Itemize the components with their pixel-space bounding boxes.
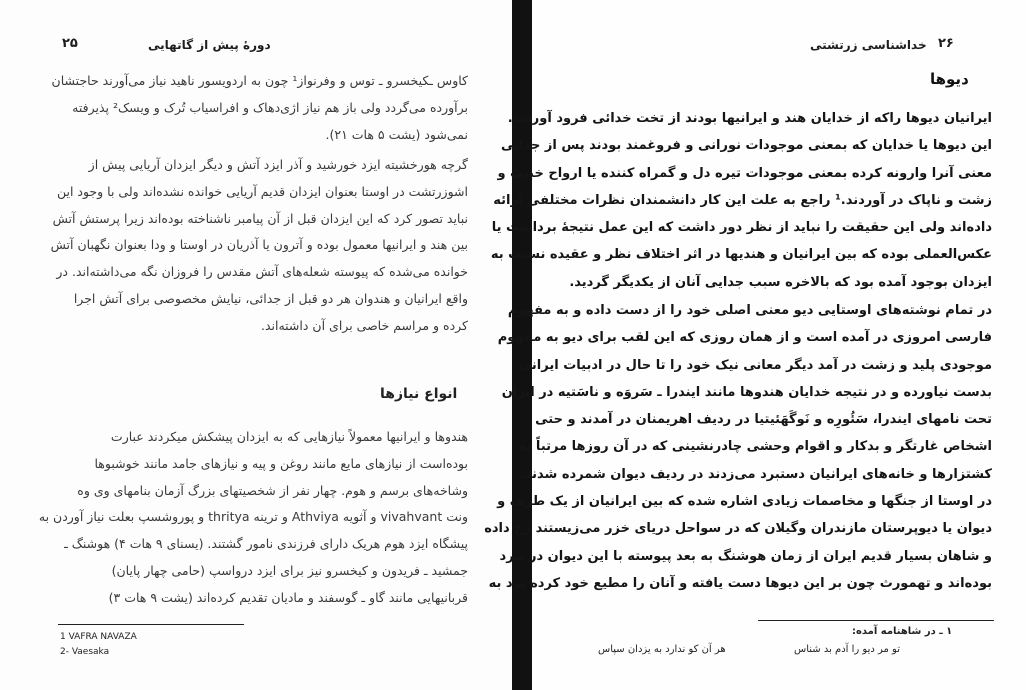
text-line: و شاهان بسیار قدیم ایران از زمان هوشنگ به بعد پیوسته با این دیوان در نبرد [499,548,992,564]
text-line: برآورده می‌گردد ولی باز هم نیاز اژی‌دهاک و افراسیاب تُرک و ویسک² پذیرفته [72,99,468,115]
text-line: جمشید ـ فریدون و کیخسرو نیز برای ایزد درواسپ (حامی چهار پایان) [111,562,468,578]
text-line: دیوان یا دیوپرستان مازندران وگیلان که در سواحل دریای خزر می‌زیستند رُخ داده [484,521,992,537]
text-line: ونت vivahvant و آثویه Athviya و ترینه thritya و پوروشسپ بعلت نیاز آوردن به [38,509,468,525]
text-line: تحت نامهای ایندرا، سَئُورِه و نَوگَهَئیتیا در ردیف اهریمنان در آمدند و حتی [535,412,992,428]
left-paragraph-2 [50,152,468,340]
text-line: بوده‌است از نیازهای مایع مانند روغن و پیه و نیازهای جامد مانند خوشبوها [94,455,468,471]
text-line: نمی‌شود (یشت ۵ هات ۲۱). [325,126,468,142]
right-page-header-title: خداشناسی زرتشتی [810,38,927,52]
text-line: در اوستا از جنگها و مخاصمات زیادی اشاره شده که بین ایرانیان از یک طرف و [497,494,992,509]
right-footnote-label: ۱ ـ در شاهنامه آمده: [852,626,953,637]
text-line: نباید تصور کرد که این ایزدان قبل از آن پیامبر ناشناخته بوده‌اند زیرا پرستش آتش [52,210,468,226]
text-line: اشوزرتشت در اوستا بعنوان ایزدان قدیم آریایی خوانده نشده‌اند ولی با وجود این [56,183,468,199]
text-line: پیشگاه ایزد هوم هریک دارای فرزندی نامور گشتند. (یسنای ۹ هات ۴) هوشنگ ـ [64,536,468,552]
left-page [0,0,512,690]
left-page-header-title: دورهٔ پیش از گاتهایی [148,38,271,52]
text-line: قربانیهایی مانند گاو ـ گوسفند و مادیان تقدیم کرده‌اند (یشت ۹ هات ۳) [108,589,468,605]
text-line: بوده‌اند و تهمورث چون بر این دیوها دست یافته و آنان را مطیع خود کرده بود به [488,575,992,591]
text-line: خوانده می‌شده که پیوسته شعله‌های آتش مقدس را فروزان نگه می‌داشته‌اند. در [56,264,468,280]
right-page-number: ۲۶ [938,36,954,51]
text-line: اشخاص غارتگر و بدکار و اقوام وحشی چادرنشینی که در آن روزها مرتباً به [518,439,992,455]
text-line: بین هند و ایرانیها معمول بوده و آترون یا آذریان در اوستا و ودا بعنوان نگهبان آتش [50,237,468,253]
text-line: هندوها و ایرانیها معمولاً نیازهایی که به ایزدان پیشکش میکردند عبارت [110,429,468,444]
right-paragraph-2 [497,297,992,488]
text-line: بدست نیاورده و در نتیجه خدایان هندوها مانند ایندرا ـ سَروَه و ناسَتیه در ایران [501,384,992,400]
text-line: داده‌اند ولی این حقیقت را نباید از نظر دور داشت که این عمل نتیجهٔ برداشت یا [491,220,992,236]
right-paragraph-3 [484,488,992,597]
text-line: کاوس ـکیخسرو ـ توس و وفرنواز¹ چون به اردویسور ناهید نیاز می‌آورند حاجتشان [51,73,468,88]
text-line: در تمام نوشته‌های اوستایی دیو معنی اصلی خود را از دست داده و به مفهوم [507,303,992,318]
text-line: وشاخه‌های برسم و هوم. چهار نفر از شخصیتهای بزرگ آزمان بنامهای وی وه [77,482,468,498]
text-line: فارسی امروزی در آمده است و از همان روزی که این لقب برای دیو به مفهوم [497,330,992,346]
poem-verse-left: هر آن کو ندارد به یزدان سپاس [598,644,726,655]
text-line: معنی آنرا وارونه کرده بمعنی موجودات تیره دل و گمراه کننده یا ارواح خبیث و [497,165,992,181]
left-page-number: ۲۵ [62,36,78,51]
left-section-heading: انواع نیازها [380,386,458,402]
left-paragraph-1 [51,68,468,148]
footnote-divider [758,620,994,621]
left-footnote-1: 1 VAFRA NAVAZA [60,632,137,642]
text-line: موجودی پلید و زشت در آمد دیگر معانی نیک خود را تا حال در ادبیات ایرانی [518,357,992,373]
poem-verse-right: تو مر دیو را آدم بد شناس [794,644,901,655]
text-line: گرچه هورخشیته ایزد خورشید و آذر ایزد آتش و دیگر ایزدان آریایی پیش از [88,157,468,172]
right-section-heading: دیوها [930,70,969,88]
left-footnote-2: 2- Vaesaka [60,647,110,657]
text-line: ایزدان بوجود آمده بود که بالاخره سبب جدایی آنان از یکدیگر گردید. [569,274,992,290]
right-paragraph-1 [490,105,992,296]
footnote-divider [58,624,244,625]
text-line: عکس‌العملی بوده که بین ایرانیان و هندیها در اثر اختلاف نظر و عقیده نسبت به [490,247,992,263]
text-line: کرده و مراسم خاصی برای آن داشته‌اند. [260,317,468,333]
text-line: ایرانیان دیوها راکه از خدایان هند و ایرانیها بودند از تخت خدائی فرود آوردند. [507,111,992,126]
text-line: زشت و ناپاک در آوردند.¹ راجع به علت این کار دانشمندان نظرات مختلفی ارائه [493,192,992,208]
text-line: این دیوها یا خدایان که بمعنی موجودات نورانی و فروغمند بودند پس از جدائی [500,138,992,154]
text-line: واقع ایرانیان و هندوان هر دو قبل از جدائی، نیایش مخصوصی برای آتش اجرا [73,290,468,306]
left-paragraph-3 [38,424,468,612]
text-line: کشتزارها و خانه‌های ایرانیان دستبرد می‌زدند در ردیف دیوان شمرده شدند. [519,466,992,482]
right-page [484,0,1026,690]
